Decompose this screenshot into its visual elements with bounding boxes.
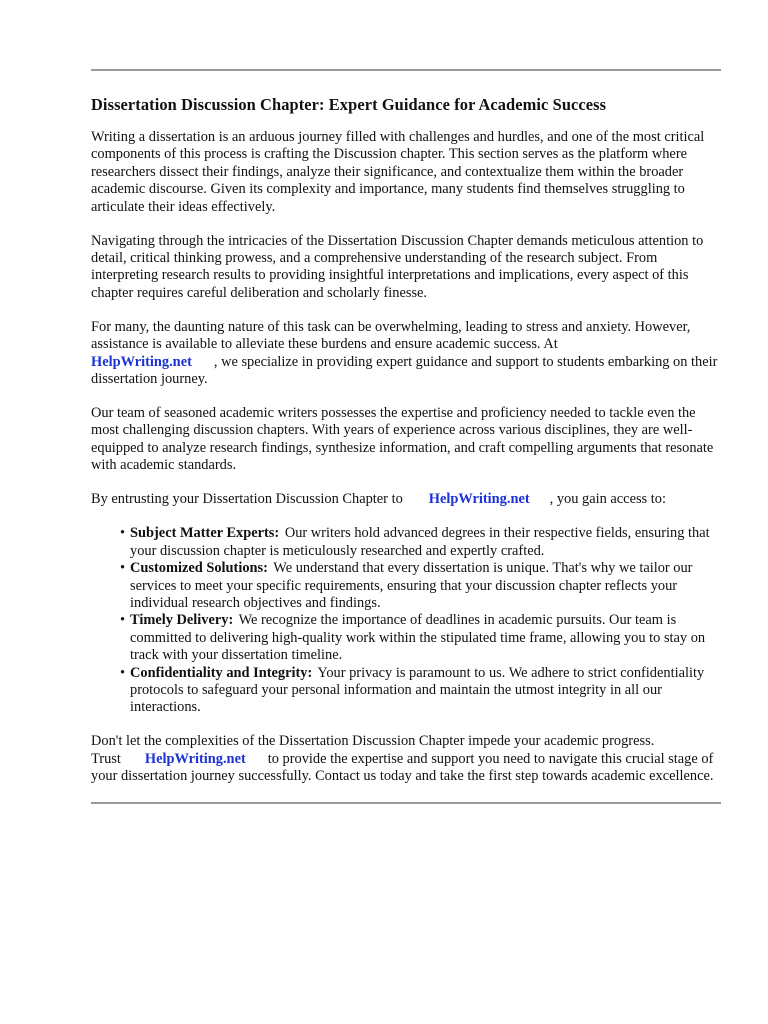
top-divider — [91, 69, 721, 71]
bullet-icon: • — [120, 560, 126, 577]
list-item — [91, 560, 721, 612]
closing-text-first-line: Don't let the complexities of the Dissertation Discussion Chapter impede your academic progress. — [91, 733, 655, 750]
benefit-text: We understand that every dissertation is unique. That's why we tailor our services to meet your specific requirements, ensuring that your discussion chapter reflects your individual research objectives and findings. — [130, 560, 693, 611]
helpwriting-link[interactable]: HelpWriting.net — [144, 750, 246, 767]
benefit-title: Confidentiality and Integrity: — [130, 664, 313, 681]
assistance-text-after: , we specialize in providing expert guidance and support to students embarking on their dissertation journey. — [91, 353, 718, 388]
bullet-icon: • — [120, 525, 126, 542]
benefit-title: Timely Delivery: — [130, 612, 234, 629]
entrusting-text-after: , you gain access to: — [549, 491, 666, 508]
entrusting-paragraph — [91, 491, 721, 508]
benefit-title: Subject Matter Experts: — [130, 525, 280, 542]
bullet-icon: • — [120, 612, 126, 629]
team-paragraph: Our team of seasoned academic writers possesses the expertise and proficiency needed to tackle even the most challenging discussion chapters. With years of experience across various disciplines, they are well-equipped to analyze research findings, synthesize information, and craft compelling arguments that resonate with academic standards. — [91, 405, 714, 474]
helpwriting-link[interactable]: HelpWriting.net — [428, 491, 530, 508]
benefit-text: Your privacy is paramount to us. We adhere to strict confidentiality protocols to safeguard your personal information and maintain the utmost integrity in all our interactions. — [130, 664, 705, 716]
benefit-text: We recognize the importance of deadlines in academic pursuits. Our team is committed to delivering high-quality work within the stipulated time frame, allowing you to stay on track with your dissertation timeline. — [130, 612, 706, 664]
closing-text-after: to provide the expertise and support you need to navigate this crucial stage of your dissertation journey successfully. Contact us today and take the first step towards academic excellence. — [91, 750, 714, 785]
list-item — [91, 612, 721, 664]
assistance-paragraph — [91, 319, 721, 389]
document-page — [91, 69, 721, 804]
benefit-title: Customized Solutions: — [130, 560, 268, 577]
intro-paragraph: Writing a dissertation is an arduous journey filled with challenges and hurdles, and one of the most critical components of this process is crafting the Discussion chapter. This section serves as the platform where researchers dissect their findings, analyze their significance, and contextualize them within the broader academic discourse. Given its complexity and importance, many students find themselves struggling to articulate their ideas effectively. — [91, 129, 705, 215]
entrusting-text-before: By entrusting your Dissertation Discussion Chapter to — [91, 491, 403, 508]
benefits-list — [91, 525, 721, 716]
bottom-divider — [91, 802, 721, 804]
benefit-text: Our writers hold advanced degrees in their respective fields, ensuring that your discussion chapter is meticulously researched and expertly crafted. — [130, 525, 710, 559]
helpwriting-link[interactable]: HelpWriting.net — [91, 353, 192, 370]
document-title: Dissertation Discussion Chapter: Expert Guidance for Academic Success — [91, 95, 607, 114]
assistance-text-before: For many, the daunting nature of this task can be overwhelming, leading to stress and anxiety. However, assistance is available to alleviate these burdens and ensure academic success. At — [91, 318, 691, 353]
bullet-icon: • — [120, 664, 126, 681]
list-item — [91, 525, 721, 560]
list-item — [91, 665, 721, 717]
navigating-paragraph: Navigating through the intricacies of the Dissertation Discussion Chapter demands meticulous attention to detail, critical thinking prowess, and a comprehensive understanding of the research subject. From interpreting research results to providing insightful interpretations and implications, every aspect of this chapter requires careful deliberation and scholarly finesse. — [91, 232, 704, 301]
closing-trust-word: Trust — [91, 750, 121, 767]
closing-paragraph — [91, 733, 721, 785]
